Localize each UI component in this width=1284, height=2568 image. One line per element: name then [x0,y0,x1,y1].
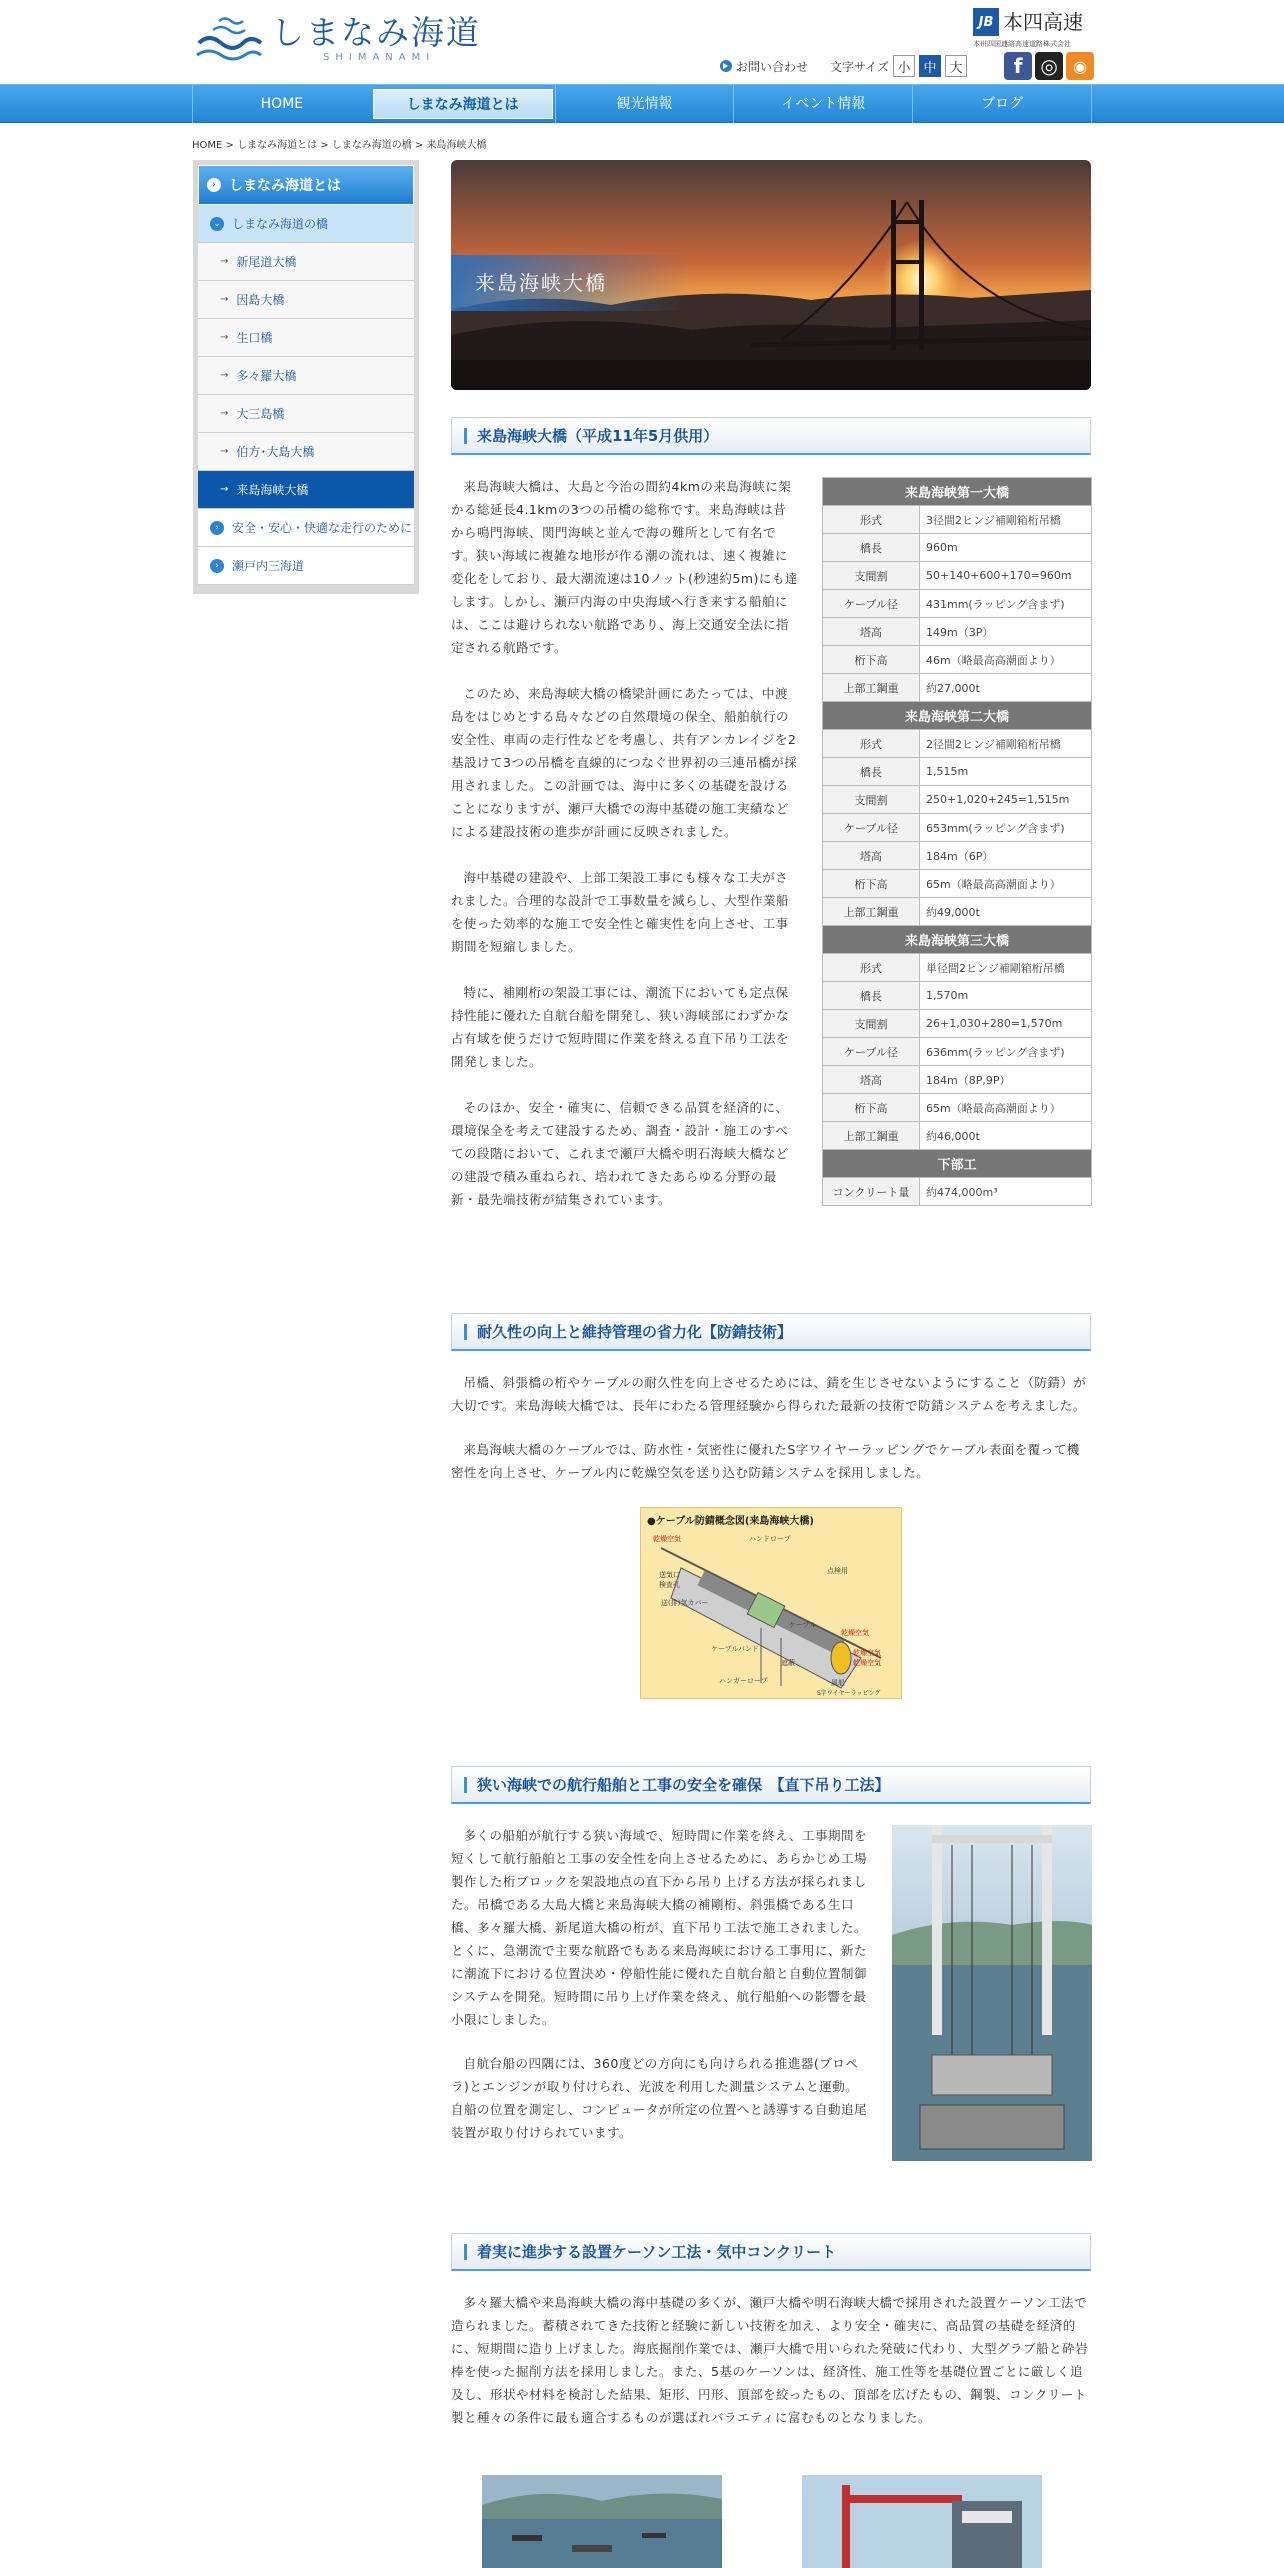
paragraph: 自航台船の四隅には、360度どの方向にも向けられる推進器(プロペラ)とエンジンが取り付けられ、光波を利用した測量システムと運動。自船の位置を測定し、コンピュータが所定の位置へと誘導する自動追尾装置が取り付けられています。 [451,2056,868,2140]
spec-key: 塔高 [823,1066,920,1094]
spec-value: 1,515m [920,758,1092,786]
spec-group-title: 下部工 [823,1150,1092,1178]
spec-value: 26+1,030+280=1,570m [920,1010,1092,1038]
arrow-right-icon: → [220,484,229,495]
sidebar-item-tatara[interactable] [198,357,414,395]
spec-row [823,1066,1092,1094]
spec-value: 単径間2ヒンジ補剛箱桁吊橋 [920,954,1092,982]
diagram-label: ケーブル [789,1621,817,1629]
spec-value: 3径間2ヒンジ補剛箱桁吊橋 [920,506,1092,534]
spec-row [823,674,1092,702]
arrow-circle-icon [720,60,732,72]
diagram-label: 点検用 [827,1567,848,1575]
arrow-right-icon: → [220,294,229,305]
spec-group-header [823,1150,1092,1178]
spec-row [823,1122,1092,1150]
spec-key: 形式 [823,954,920,982]
sidebar-item-omishima[interactable] [198,395,414,433]
arrow-right-icon: → [220,332,229,343]
diagram-label: 乾燥空気 [841,1629,869,1637]
hero-title: 来島海峡大橋 [451,255,691,311]
paragraph: 多々羅大橋や来島海峡大橋の海中基礎の多くが、瀬戸大橋や明石海峡大橋で採用された設置ケーソン工法で造られました。蓄積されてきた技術と経験に新しい技術を加え、より安全・確実に、高品質の基礎を経済的に、短期間に造り上げました。海底掘削作業では、瀬戸大橋で用いられた発破に代わり、大型グラブ船と砕岩棒を使った掘削方法を採用しました。また、5基のケーソンは、経済性、施工性等を基礎位置ごとに厳しく追及し、形状や材料を検討した結果、矩形、円形、頂部を絞ったもの、頂部を広げたもの、鋼製、コンクリート製と種々の条件に最も適合するものが選ばれバラエティに富むものとなりました。 [451,2295,1089,2425]
section-heading-rust: 耐久性の向上と維持管理の省力化【防錆技術】 [451,1313,1091,1351]
cable-diagram [640,1507,902,1699]
global-nav [0,84,1284,123]
diagram-label: 乾燥空気 [653,1535,681,1543]
sidebar-item-safety[interactable] [198,509,414,547]
spec-key: 塔高 [823,842,920,870]
sidebar-item-hakata-oshima[interactable] [198,433,414,471]
spec-row [823,758,1092,786]
paragraph: 海中基礎の建設や、上部工架設工事にも様々な工夫がされました。合理的な設計で工事数量を減らし、大型作業船を使った効率的な施工で安全性と確実性を向上させ、工事期間を短縮しました。 [451,870,790,954]
social-links [1001,52,1094,80]
spec-row [823,506,1092,534]
paragraph: 来島海峡大橋は、大島と今治の間約4kmの来島海峡に架かる総延長4.1kmの3つの吊橋の総称です。来島海峡は昔から鳴門海峡、関門海峡と並んで海の難所として有名です。狭い海域に複雑な地形が作る潮の流れは、速く複雑に変化をしており、最大潮流速は10ノット(秒速約5m)にも達します。しかし、瀬戸内海の中央海域へ行き来する船舶には、ここは避けられない航路であり、海上交通安全法に指定される航路です。 [451,479,798,655]
spec-key: 橋長 [823,982,920,1010]
corp-subtitle: 本州四国連絡高速道路株式会社 [973,40,1071,48]
diagram-label: 検査孔 [659,1581,680,1589]
sidebar-item-label: 来島海峡大橋 [236,483,309,497]
spec-key: 橋長 [823,534,920,562]
spec-value: 149m（3P） [920,618,1092,646]
spec-key: 橋長 [823,758,920,786]
caisson-section [451,2233,1091,2429]
spec-value: 約46,000t [920,1122,1092,1150]
section-heading-overview: 来島海峡大橋（平成11年5月供用） [451,417,1091,455]
spec-row [823,646,1092,674]
chevron-down-icon: ⌄ [210,217,224,231]
diagram-label: 遮蔽 [781,1659,795,1667]
spec-value: 50+140+600+170=960m [920,562,1092,590]
hero-banner [451,160,1091,390]
nav-home[interactable]: HOME [192,85,371,123]
diagram-label: ハンドロープ [749,1535,791,1543]
spec-value: 960m [920,534,1092,562]
sidebar-item-label: 瀬戸内三海道 [232,559,305,573]
spec-key: 上部工鋼重 [823,674,920,702]
spec-key: 支間割 [823,562,920,590]
font-size-medium-button[interactable]: 中 [919,55,941,77]
paragraph: そのほか、安全・確実に、信頼できる品質を経済的に、環境保全を考えて建設するため、調査・設計・施工のすべての段階において、これまで瀬戸大橋や明石海峡大橋などの建設で積み重ねられ、培われてきたあらゆる分野の最新・最先端技術が結集されています。 [451,1100,789,1207]
sidebar [193,160,419,594]
font-size-small-button[interactable]: 小 [893,55,915,77]
spec-value: 653mm(ラッピング含まず) [920,814,1092,842]
logo-title: しまなみ海道 [271,13,481,52]
spec-row [823,786,1092,814]
spec-row [823,1038,1092,1066]
diagram-label: 送(排)気カバー [661,1599,709,1607]
rust-section [451,1313,1091,1699]
spec-group-header [823,702,1092,730]
spec-key: 桁下高 [823,646,920,674]
site-header [0,0,1284,84]
logo-subtitle: SHIMANAMI [323,52,436,63]
spec-group-title: 来島海峡第二大橋 [823,702,1092,730]
spec-row [823,898,1092,926]
spec-row [823,1178,1092,1206]
spec-group-header [823,478,1092,506]
sidebar-item-label: 安全・安心・快適な走行のために [232,521,413,535]
spec-group-header [823,926,1092,954]
spec-group-title: 来島海峡第一大橋 [823,478,1092,506]
spec-row [823,814,1092,842]
spec-value: 184m（6P） [920,842,1092,870]
sidebar-item-setouchi[interactable] [198,547,414,585]
spec-row [823,618,1092,646]
site-logo[interactable] [195,14,481,63]
arrow-right-icon: → [220,408,229,419]
instagram-icon[interactable]: ◎ [1035,52,1063,80]
sidebar-item-label: 大三島橋 [236,407,285,421]
sidebar-item-label: 新尾道大橋 [236,255,297,269]
contact-link[interactable] [720,58,808,75]
diagram-label: 乾燥空気 [853,1659,881,1667]
spec-value: 1,570m [920,982,1092,1010]
honshi-logo[interactable] [973,8,1083,48]
spec-key: 上部工鋼重 [823,898,920,926]
spec-row [823,590,1092,618]
spec-value: 約474,000m³ [920,1178,1092,1206]
spec-row [823,562,1092,590]
spec-row [823,730,1092,758]
spec-key: 形式 [823,506,920,534]
spec-row [823,1094,1092,1122]
rss-icon[interactable]: ◉ [1066,52,1094,80]
caisson-crane-photo [802,2475,1042,2568]
spec-key: ケーブル径 [823,1038,920,1066]
sidebar-item-label: 多々羅大橋 [236,369,297,383]
sidebar-item-innoshima[interactable] [198,281,414,319]
arrow-right-icon: → [220,370,229,381]
caisson-ships-photo [482,2475,722,2568]
diagram-label: 乾燥空気 [853,1649,881,1657]
spec-row [823,954,1092,982]
paragraph: 多くの船舶が航行する狭い海域で、短時間に作業を終え、工事期間を短くして航行船舶と工事の安全性を向上させるために、あらかじめ工場製作した桁ブロックを架設地点の直下から吊り上げる方法が採られました。吊橋である大島大橋と来島海峡大橋の補剛桁、斜張橋である生口橋、多々羅大橋、新尾道大橋の桁が、直下吊り工法で施工されました。とくに、急潮流で主要な航路でもある来島海峡における工事用に、新たに潮流下における位置決め・停船性能に優れた自航台船と自動位置制御システムを開発。短時間に吊り上げ作業を終え、航行船舶への影響を最小限にしました。 [451,1828,868,2027]
spec-value: 約49,000t [920,898,1092,926]
nav-sightseeing[interactable]: 観光情報 [555,85,734,123]
section-heading-hoist: 狭い海峡での航行船舶と工事の安全を確保 【直下吊り工法】 [451,1766,1091,1804]
nav-blog[interactable]: ブログ [912,85,1092,123]
arrow-right-icon: → [220,256,229,267]
hoist-section [451,1766,1091,2166]
arrow-right-icon: → [220,446,229,457]
spec-key: 上部工鋼重 [823,1122,920,1150]
paragraph: 特に、補剛桁の架設工事には、潮流下においても定点保持性能に優れた自航台船を開発し、狭い海峡部にわずかな占有域を使うだけで短時間に作業を終える直下吊り工法を開発しました。 [451,985,790,1069]
spec-row [823,982,1092,1010]
spec-value: 636mm(ラッピング含まず) [920,1038,1092,1066]
spec-key: 塔高 [823,618,920,646]
corp-mark: JB [973,8,999,36]
spec-table [822,477,1092,1206]
breadcrumb[interactable]: HOME > しまなみ海道とは > しまなみ海道の橋 > 来島海峡大橋 [192,140,487,151]
chevron-right-icon: › [210,521,224,535]
sidebar-item-label: 生口橋 [236,331,273,345]
sidebar-item-kurushima[interactable] [198,471,414,509]
spec-value: 184m（8P,9P） [920,1066,1092,1094]
sidebar-item-label: 伯方･大島大橋 [236,445,315,459]
nav-events[interactable]: イベント情報 [733,85,912,123]
spec-group-title: 来島海峡第三大橋 [823,926,1092,954]
spec-row [823,842,1092,870]
diagram-title: ●ケーブル防錆概念図(来島海峡大橋) [647,1516,814,1527]
section-heading-caisson: 着実に進歩する設置ケーソン工法・気中コンクリート [451,2233,1091,2271]
spec-value: 431mm(ラッピング含まず) [920,590,1092,618]
facebook-icon[interactable]: f [1004,52,1032,80]
spec-value: 65m（略最高高潮面より） [920,1094,1092,1122]
sidebar-item-ikuchi[interactable] [198,319,414,357]
tower-hoist-photo [892,1825,1092,2161]
spec-value: 2径間2ヒンジ補剛箱桁吊橋 [920,730,1092,758]
paragraph: 吊橋、斜張橋の桁やケーブルの耐久性を向上させるためには、錆を生じさせないようにすること（防錆）が大切です。来島海峡大橋では、長年にわたる管理経験から得られた最新の技術で防錆システムを考えました。 [451,1375,1087,1413]
sidebar-title-label: しまなみ海道とは [229,178,341,194]
chevron-right-icon: › [207,178,221,192]
spec-value: 46m（略最高高潮面より） [920,646,1092,674]
sidebar-item-shin-onomichi[interactable] [198,243,414,281]
corp-name: 本四高速 [1003,10,1083,34]
spec-row [823,1010,1092,1038]
sidebar-item-label: 因島大橋 [236,293,285,307]
spec-key: 桁下高 [823,870,920,898]
spec-row [823,534,1092,562]
nav-about[interactable]: しまなみ海道とは [373,89,553,119]
spec-key: ケーブル径 [823,590,920,618]
sidebar-item-bridges[interactable] [198,205,414,243]
sidebar-item-label: しまなみ海道の橋 [232,217,329,231]
spec-key: ケーブル径 [823,814,920,842]
hoist-text [451,1824,871,2144]
contact-label: お問い合わせ [736,59,809,74]
diagram-label: ケーブルバンド [711,1645,759,1653]
spec-key: 支間割 [823,786,920,814]
spec-key: 支間割 [823,1010,920,1038]
wave-logo-icon [195,15,265,63]
spec-key: 形式 [823,730,920,758]
diagram-label: 送気口 [659,1571,680,1579]
utility-bar [720,52,1094,80]
spec-value: 65m（略最高高潮面より） [920,870,1092,898]
spec-value: 約27,000t [920,674,1092,702]
font-size-large-button[interactable]: 大 [945,55,967,77]
overview-text [451,475,799,1211]
paragraph: 来島海峡大橋のケーブルでは、防水性・気密性に優れたS字ワイヤーラッピングでケーブル表面を覆って機密性を向上させ、ケーブル内に乾燥空気を送り込む防錆システムを採用しました。 [451,1442,1080,1480]
spec-value: 250+1,020+245=1,515m [920,786,1092,814]
spec-row [823,870,1092,898]
diagram-label: 風船 [831,1679,845,1687]
font-size-label: 文字サイズ [830,59,890,74]
diagram-label: S字ワイヤーラッピング [817,1690,881,1697]
diagram-label: ハンガーロープ [719,1677,768,1685]
paragraph: このため、来島海峡大橋の橋梁計画にあたっては、中渡島をはじめとする島々などの自然環境の保全、船舶航行の安全性、車両の走行性などを考慮し、共有アンカレイジを2基設けて3つの吊橋を直線的につなぐ世界初の三連吊橋が採用されました。この計画では、海中に多くの基礎を設けることになりますが、瀬戸大橋での海中基礎の施工実績などによる建設技術の進歩が計画に反映されました。 [451,686,798,839]
sidebar-title[interactable] [198,165,414,205]
spec-key: コンクリート量 [823,1178,920,1206]
spec-key: 桁下高 [823,1094,920,1122]
chevron-right-icon: › [210,559,224,573]
